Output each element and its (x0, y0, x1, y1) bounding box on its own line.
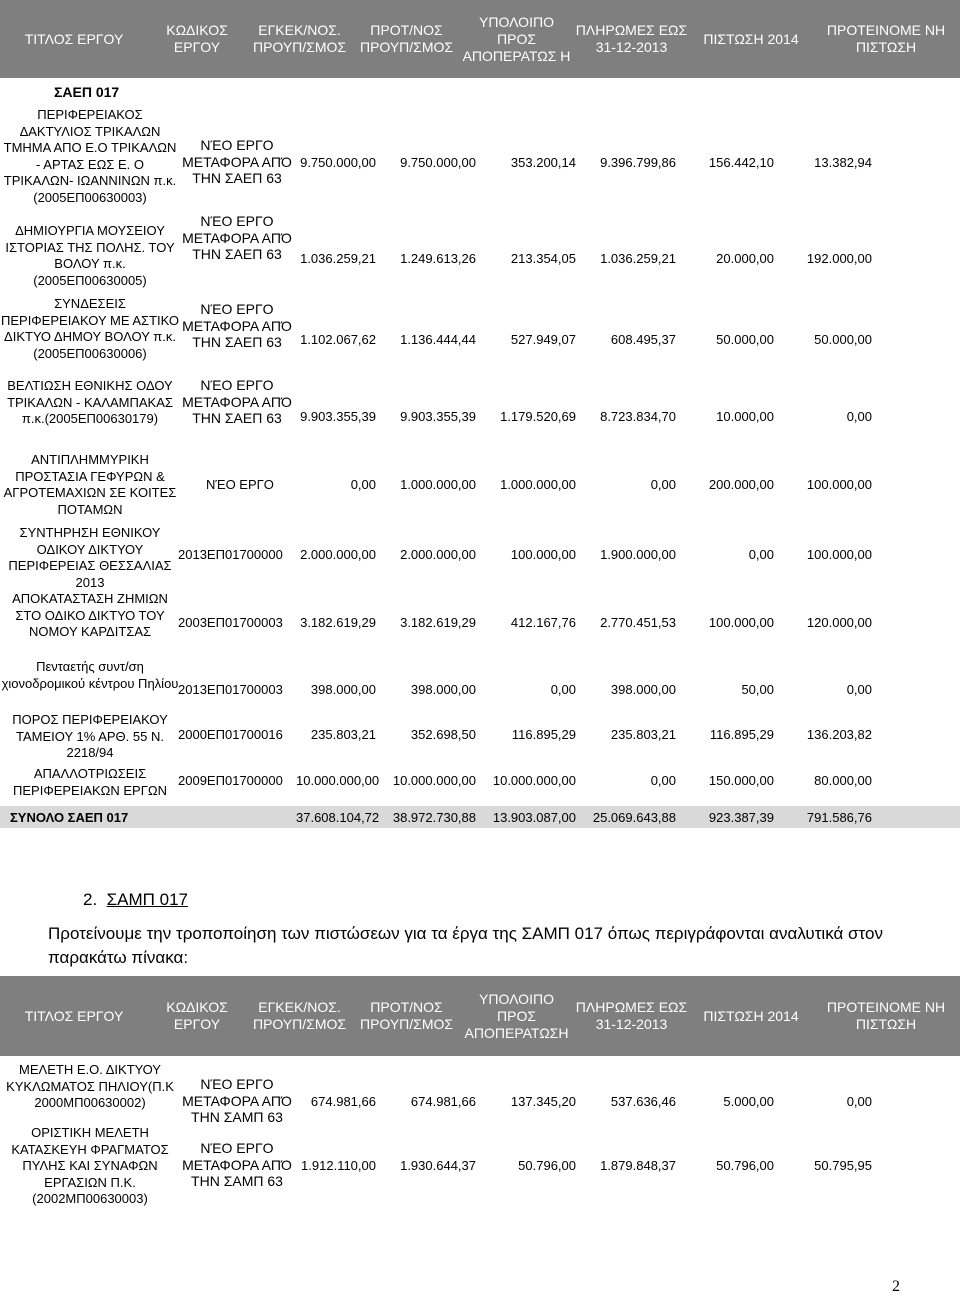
project-title: ΠΕΡΙΦΕΡΕΙΑΚΟΣ ΔΑΚΤΥΛΙΟΣ ΤΡΙΚΑΛΩΝ ΤΜΗΜΑ ΑΠΟ Ε.Ο ΤΡΙΚΑΛΩΝ - ΑΡΤΑΣ ΕΩΣ Ε. Ο ΤΡΙΚΑΛΩΝ- ΙΩΑΝΝΙΝΩΝ π.κ.(2005ΕΠ00630003) (3, 107, 177, 205)
project-code: 2000ΕΠ01700016 (178, 727, 283, 742)
cell: 608.495,37 (610, 332, 676, 347)
table-row (296, 332, 952, 347)
cell: 9.396.799,86 (600, 155, 676, 170)
cell: 0,00 (550, 682, 576, 697)
cell: 2.000.000,00 (400, 547, 476, 562)
paragraph: Προτείνουμε την τροποποίηση των πιστώσεων για τα έργα της ΣΑΜΠ 017 όπως περιγράφονται αναλυτικά στον παρακάτω πίνακα: (48, 924, 883, 967)
project-title: ΔΗΜΙΟΥΡΓΙΑ ΜΟΥΣΕΙΟΥ ΙΣΤΟΡΙΑΣ ΤΗΣ ΠΟΛΗΣ. ΤΟΥ ΒΟΛΟΥ π.κ.(2005ΕΠ00630005) (5, 223, 175, 288)
cell: 398.000,00 (410, 682, 476, 697)
cell: 9.750.000,00 (400, 155, 476, 170)
project-code: ΝΈΟ ΕΡΓΟ ΜΕΤΑΦΟΡΑ ΑΠΌ ΤΗΝ ΣΑΕΠ 63 (182, 301, 292, 350)
cell: 10.000,00 (716, 409, 774, 424)
cell: 116.895,29 (709, 727, 774, 742)
cell: 192.000,00 (806, 251, 872, 266)
table-row (296, 773, 952, 788)
project-code: 2009ΕΠ01700000 (178, 773, 283, 788)
header-cell: ΠΡΟΤΕΙΝΟΜΕ ΝΗ ΠΙΣΤΩΣΗ (826, 22, 946, 55)
project-title: ΑΠΑΛΛΟΤΡΙΩΣΕΙΣ ΠΕΡΙΦΕΡΕΙΑΚΩΝ ΕΡΓΩΝ (12, 766, 167, 798)
cell: 1.036.259,21 (300, 251, 376, 266)
cell: 9.903.355,39 (400, 409, 476, 424)
page-number: 2 (892, 1278, 900, 1295)
total-cell: 791.586,76 (806, 810, 872, 825)
cell: 156.442,10 (708, 155, 774, 170)
cell: 1.036.259,21 (600, 251, 676, 266)
cell: 1.912.110,00 (301, 1158, 376, 1173)
project-title: ΠΟΡΟΣ ΠΕΡΙΦΕΡΕΙΑΚΟΥ ΤΑΜΕΙΟΥ 1% ΑΡΘ. 55 Ν. 2218/94 (12, 712, 168, 760)
table-row (296, 1094, 952, 1109)
project-title: ΣΥΝΤΗΡΗΣΗ ΕΘΝΙΚΟΥ ΟΔΙΚΟΥ ΔΙΚΤΥΟΥ ΠΕΡΙΦΕΡΕΙΑΣ ΘΕΣΣΑΛΙΑΣ 2013 (8, 525, 172, 590)
cell: 100.000,00 (708, 615, 774, 630)
total-cell: 923.387,39 (708, 810, 774, 825)
cell: 0,00 (748, 547, 774, 562)
header-cell: ΠΛΗΡΩΜΕΣ ΕΩΣ 31-12-2013 (575, 999, 688, 1032)
table-row (296, 727, 952, 742)
cell: 50,00 (741, 682, 774, 697)
project-title: ΜΕΛΕΤΗ Ε.Ο. ΔΙΚΤΥΟΥ ΚΥΚΛΩΜΑΤΟΣ ΠΗΛΙΟΥ(Π.Κ 2000ΜΠ00630002) (6, 1062, 174, 1110)
cell: 674.981,66 (310, 1094, 376, 1109)
header-cell: ΤΙΤΛΟΣ ΕΡΓΟΥ (24, 1007, 124, 1024)
cell: 5.000,00 (723, 1094, 774, 1109)
cell: 3.182.619,29 (300, 615, 376, 630)
table1-header (0, 0, 960, 78)
cell: 20.000,00 (716, 251, 774, 266)
cell: 100.000,00 (510, 547, 576, 562)
header-cell: ΕΓΚΕΚ/ΝΟΣ. ΠΡΟΥΠ/ΣΜΟΣ (252, 999, 347, 1032)
cell: 0,00 (650, 477, 676, 492)
project-code: ΝΈΟ ΕΡΓΟ ΜΕΤΑΦΟΡΑ ΑΠΌ ΤΗΝ ΣΑΜΠ 63 (182, 1140, 292, 1189)
cell: 235.803,21 (310, 727, 376, 742)
cell: 213.354,05 (510, 251, 576, 266)
cell: 1.000.000,00 (400, 477, 476, 492)
cell: 136.203,82 (806, 727, 872, 742)
cell: 398.000,00 (610, 682, 676, 697)
table2 (0, 976, 960, 1056)
table-row (296, 547, 952, 562)
header-cell: ΠΙΣΤΩΣΗ 2014 (703, 30, 799, 47)
project-title: ΑΝΤΙΠΛΗΜΜΥΡΙΚΗ ΠΡΟΣΤΑΣΙΑ ΓΕΦΥΡΩΝ & ΑΓΡΟΤΕΜΑΧΙΩΝ ΣΕ ΚΟΙΤΕΣ ΠΟΤΑΜΩΝ (3, 452, 177, 517)
header-cell: ΥΠΟΛΟΙΠΟ ΠΡΟΣ ΑΠΟΠΕΡΑΤΩΣΗ (464, 990, 569, 1041)
header-cell: ΥΠΟΛΟΙΠΟ ΠΡΟΣ ΑΠΟΠΕΡΑΤΩΣ Η (462, 13, 571, 64)
cell: 527.949,07 (510, 332, 576, 347)
total-cell: 37.608.104,72 (296, 810, 380, 825)
table-row (296, 409, 952, 424)
cell: 100.000,00 (806, 547, 872, 562)
cell: 0,00 (846, 409, 872, 424)
total-label: ΣΥΝΟΛΟ ΣΑΕΠ 017 (10, 810, 129, 825)
cell: 9.903.355,39 (300, 409, 376, 424)
project-title: ΟΡΙΣΤΙΚΗ ΜΕΛΕΤΗ ΚΑΤΑΣΚΕΥΗ ΦΡΑΓΜΑΤΟΣ ΠΥΛΗΣ ΚΑΙ ΣΥΝΑΦΩΝ ΕΡΓΑΣΙΩΝ Π.Κ.(2002ΜΠ00630003) (11, 1125, 169, 1206)
cell: 2.000.000,00 (300, 547, 376, 562)
header-cell: ΠΡΟΤΕΙΝΟΜΕ ΝΗ ΠΙΣΤΩΣΗ (826, 999, 946, 1032)
table2-header (0, 976, 960, 1056)
cell: 352.698,50 (410, 727, 476, 742)
table-row (296, 477, 952, 492)
cell: 1.136.444,44 (400, 332, 476, 347)
cell: 137.345,20 (510, 1094, 576, 1109)
project-code: ΝΈΟ ΕΡΓΟ ΜΕΤΑΦΟΡΑ ΑΠΌ ΤΗΝ ΣΑΕΠ 63 (182, 137, 292, 186)
cell: 50.000,00 (716, 332, 774, 347)
cell: 1.900.000,00 (600, 547, 676, 562)
cell: 50.795,95 (814, 1158, 872, 1173)
cell: 0,00 (350, 477, 376, 492)
cell: 120.000,00 (806, 615, 872, 630)
cell: 9.750.000,00 (300, 155, 376, 170)
cell: 1.879.848,37 (600, 1158, 676, 1173)
cell: 10.000.000,00 (492, 773, 576, 788)
section-number: 2. (83, 890, 98, 909)
total-cell: 38.972.730,88 (392, 810, 476, 825)
cell: 537.636,46 (610, 1094, 676, 1109)
header-cell: ΚΩΔΙΚΟΣ ΕΡΓΟΥ (166, 999, 228, 1032)
section-title: ΣΑΕΠ 017 (54, 84, 120, 100)
cell: 235.803,21 (610, 727, 676, 742)
cell: 200.000,00 (708, 477, 774, 492)
cell: 10.000.000,00 (296, 773, 380, 788)
cell: 3.182.619,29 (400, 615, 476, 630)
cell: 1.102.067,62 (300, 332, 376, 347)
table-row (296, 682, 952, 697)
header-cell: ΚΩΔΙΚΟΣ ΕΡΓΟΥ (166, 22, 228, 55)
project-code: ΝΈΟ ΕΡΓΟ ΜΕΤΑΦΟΡΑ ΑΠΌ ΤΗΝ ΣΑΕΠ 63 (182, 213, 292, 262)
cell: 1.930.644,37 (400, 1158, 476, 1173)
project-title: ΑΠΟΚΑΤΑΣΤΑΣΗ ΖΗΜΙΩΝ ΣΤΟ ΟΔΙΚΟ ΔΙΚΤΥΟ ΤΟΥ ΝΟΜΟΥ ΚΑΡΔΙΤΣΑΣ (12, 591, 168, 639)
cell: 150.000,00 (708, 773, 774, 788)
header-cell: ΠΛΗΡΩΜΕΣ ΕΩΣ 31-12-2013 (575, 22, 688, 55)
cell: 1.000.000,00 (500, 477, 576, 492)
cell: 1.179.520,69 (500, 409, 576, 424)
cell: 0,00 (846, 1094, 872, 1109)
cell: 412.167,76 (510, 615, 576, 630)
header-cell: ΠΡΟΤ/ΝΟΣ ΠΡΟΥΠ/ΣΜΟΣ (359, 999, 454, 1032)
header-cell: ΠΡΟΤ/ΝΟΣ ΠΡΟΥΠ/ΣΜΟΣ (359, 22, 454, 55)
header-cell: ΠΙΣΤΩΣΗ 2014 (703, 1007, 799, 1024)
cell: 100.000,00 (806, 477, 872, 492)
section-heading (83, 890, 188, 910)
project-code: ΝΈΟ ΕΡΓΟ ΜΕΤΑΦΟΡΑ ΑΠΌ ΤΗΝ ΣΑΜΠ 63 (182, 1076, 292, 1125)
project-title: ΣΥΝΔΕΣΕΙΣ ΠΕΡΙΦΕΡΕΙΑΚΟΥ ΜΕ ΑΣΤΙΚΟ ΔΙΚΤΥΟ ΔΗΜΟΥ ΒΟΛΟΥ π.κ.(2005ΕΠ00630006) (0, 296, 180, 361)
project-code: 2013ΕΠ01700003 (178, 682, 283, 697)
project-code: ΝΈΟ ΕΡΓΟ ΜΕΤΑΦΟΡΑ ΑΠΌ ΤΗΝ ΣΑΕΠ 63 (182, 377, 292, 426)
project-title: ΒΕΛΤΙΩΣΗ ΕΘΝΙΚΗΣ ΟΔΟΥ ΤΡΙΚΑΛΩΝ - ΚΑΛΑΜΠΑΚΑΣ π.κ.(2005ΕΠ00630179) (7, 378, 173, 426)
total-row (0, 806, 960, 828)
project-title: Πενταετής συντ/ση χιονοδρομικού κέντρου Πηλίου (1, 659, 179, 691)
cell: 674.981,66 (410, 1094, 476, 1109)
table1 (0, 0, 960, 78)
cell: 50.000,00 (814, 332, 872, 347)
cell: 2.770.451,53 (600, 615, 676, 630)
table-row (296, 615, 952, 630)
project-code: ΝΈΟ ΕΡΓΟ (206, 477, 274, 492)
cell: 10.000.000,00 (392, 773, 476, 788)
cell: 13.382,94 (814, 155, 872, 170)
cell: 116.895,29 (511, 727, 576, 742)
project-code: 2013ΕΠ01700000 (178, 547, 283, 562)
cell: 50.796,00 (716, 1158, 774, 1173)
cell: 0,00 (846, 682, 872, 697)
table-row (296, 1158, 952, 1173)
cell: 50.796,00 (518, 1158, 576, 1173)
cell: 80.000,00 (814, 773, 872, 788)
total-cell: 13.903.087,00 (492, 810, 576, 825)
section-title: ΣΑΜΠ 017 (106, 890, 189, 909)
cell: 8.723.834,70 (600, 409, 676, 424)
cell: 1.249.613,26 (400, 251, 476, 266)
table-row (296, 155, 952, 170)
header-cell: ΤΙΤΛΟΣ ΕΡΓΟΥ (24, 30, 124, 47)
cell: 398.000,00 (310, 682, 376, 697)
header-cell: ΕΓΚΕΚ/ΝΟΣ. ΠΡΟΥΠ/ΣΜΟΣ (252, 22, 347, 55)
total-cell: 25.069.643,88 (592, 810, 676, 825)
project-code: 2003ΕΠ01700003 (178, 615, 283, 630)
cell: 0,00 (650, 773, 676, 788)
table-row (296, 251, 952, 266)
cell: 353.200,14 (510, 155, 576, 170)
